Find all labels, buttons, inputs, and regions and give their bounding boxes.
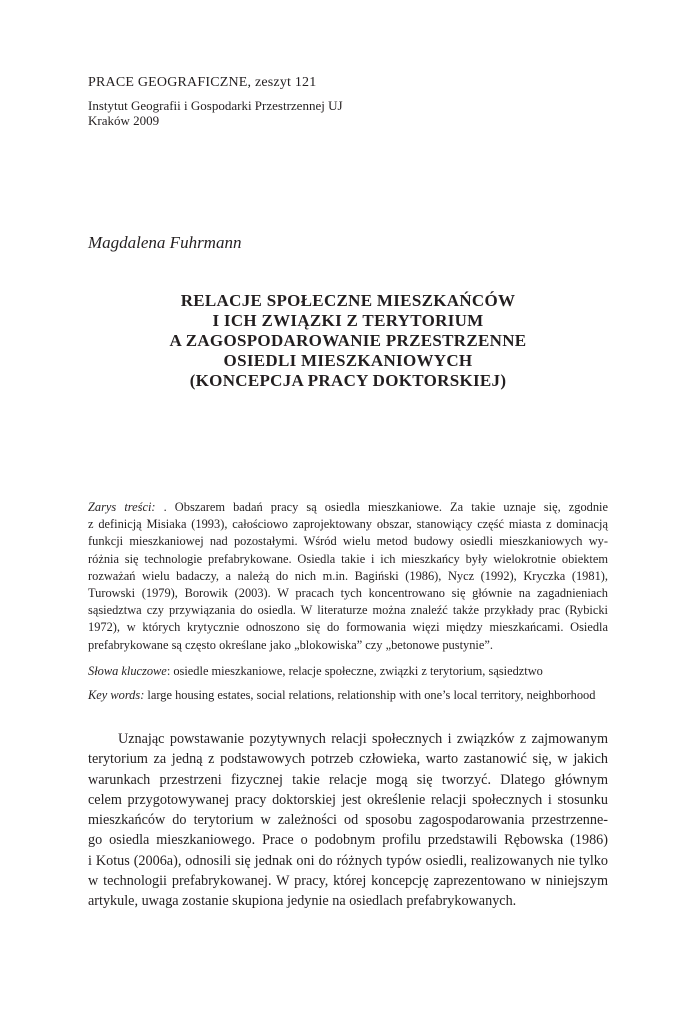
body-line: terytorium za jedną z podstawowych potrzeb człowieka, warto zastanowić się, w jakich <box>88 751 608 768</box>
journal-header <box>88 74 608 128</box>
abstract-line: Turowski (1979), Borowik (2003). W pracach tych koncentrowano się głównie na zagadnieniach <box>88 586 608 601</box>
keywords-english <box>88 687 608 704</box>
keywords-english-text: large housing estates, social relations, relationship with one’s local territory, neighborhood <box>144 688 596 703</box>
abstract-line <box>88 499 608 516</box>
journal-title: PRACE GEOGRAFICZNE, zeszyt 121 <box>88 75 317 90</box>
body-line: go osiedla mieszkaniowego. Prace o podobnym profilu przedstawili Rębowska (1986) <box>88 832 608 849</box>
keywords-polish <box>88 663 608 680</box>
body-line: w technologii prefabrykowanej. W pracy, której koncepcję zaprezentowano w niniejszym <box>88 873 608 890</box>
keywords-english-label: Key words: <box>88 688 145 703</box>
body-line: warunkach przestrzeni fizycznej takie relacje mogą się tworzyć. Dlatego głównym <box>88 771 608 788</box>
title-line: I ICH ZWIĄZKI Z TERYTORIUM <box>212 311 484 330</box>
publication-place-year: Kraków 2009 <box>88 113 160 128</box>
body-line: i Kotus (2006a), odnosili się jednak oni do różnych typów osiedli, realizowanych nie tylko <box>88 852 608 869</box>
title-line: RELACJE SPOŁECZNE MIESZKAŃCÓW <box>180 291 516 310</box>
abstract-line: prefabrykowane są często określane jako „blokowiska” czy „betonowe pustynie”. <box>88 637 493 652</box>
title-line: (KONCEPCJA PRACY DOKTORSKIEJ) <box>189 371 507 390</box>
body-line: celem przygotowywanej pracy doktorskiej jest określenie relacji społecznych i stosunku <box>88 791 608 808</box>
keywords-polish-text: : osiedle mieszkaniowe, relacje społeczne, związki z terytorium, sąsiedztwo <box>166 663 543 678</box>
abstract <box>88 499 608 654</box>
body-paragraph <box>88 729 608 912</box>
abstract-line: funkcji mieszkaniowej nad pozostałymi. Wśród wielu metod budowy osiedli mieszkaniowych wy- <box>88 534 608 549</box>
abstract-section <box>88 499 608 704</box>
keywords-polish-label: Słowa kluczowe <box>88 663 167 678</box>
body-line: Uznając powstawanie pozytywnych relacji społecznych i związków z zajmowanym <box>118 731 608 747</box>
abstract-line: sąsiedztwa czy przywiązania do osiedla. W literaturze można znaleźć także przykłady prac (Rybicki <box>88 603 608 618</box>
author-name: Magdalena Fuhrmann <box>88 233 242 252</box>
institute-name: Instytut Geografii i Gospodarki Przestrzennej UJ <box>88 98 343 113</box>
abstract-line: rozważań wielu badaczy, a należą do nich m.in. Bagiński (1986), Nycz (1992), Kryczka (1981), <box>88 568 608 583</box>
body-line: artykule, uwaga zostanie skupiona jedynie na osiedlach prefabrykowanych. <box>88 893 517 910</box>
body-line: mieszkańców do terytorium w zależności od sposobu zagospodarowania przestrzenne- <box>88 812 608 829</box>
paper-title <box>88 291 608 391</box>
abstract-line: 1972), w których krytycznie odnoszono się do formowania więzi między mieszkańcami. Osiedla <box>88 620 608 635</box>
title-line: OSIEDLI MIESZKANIOWYCH <box>223 351 473 370</box>
abstract-line: różnia się technologie prefabrykowane. Osiedla takie i ich mieszkańcy były wielokrotnie obiektem <box>88 551 608 566</box>
title-line: A ZAGOSPODAROWANIE PRZESTRZENNE <box>169 331 527 350</box>
abstract-label: Zarys treści: <box>88 500 156 514</box>
abstract-line: z definicją Misiaka (1993), całościowo zaprojektowany obszar, stanowiący część miasta z dominacją <box>88 517 608 532</box>
abstract-line-text: . Obszarem badań pracy są osiedla mieszkaniowe. Za takie uznaje się, zgodnie <box>163 500 608 514</box>
